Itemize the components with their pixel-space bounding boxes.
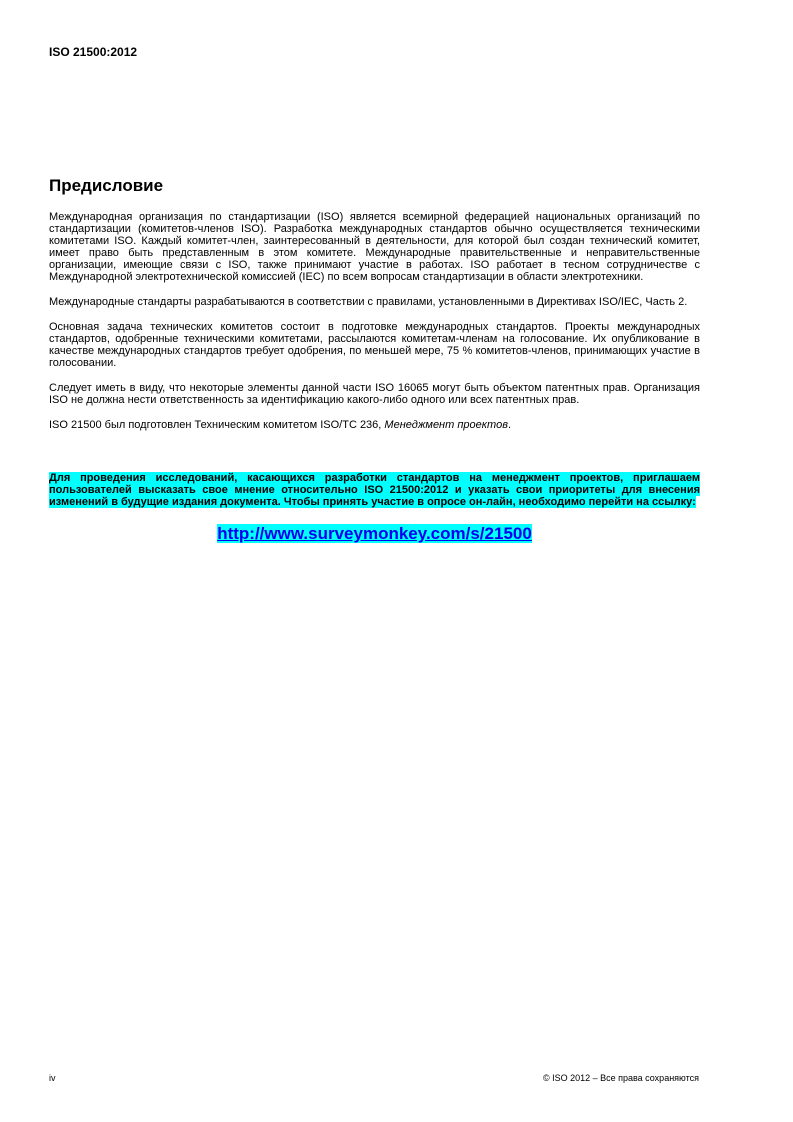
paragraph-patent-rights: Следует иметь в виду, что некоторые элементы данной части ISO 16065 могут быть объектом патентных прав. Организация ISO не должна нести ответственность за идентификацию какого-либо одного или всех патентных прав. (49, 382, 700, 406)
paragraph-prepared-by (49, 419, 700, 431)
paragraph-iso-intro: Международная организация по стандартизации (ISO) является всемирной федерацией национальных организаций по стандартизации (комитетов-членов ISO). Разработка международных стандартов обычно осуществляется техническими комитетами ISO. Каждый комитет-член, заинтересованный в деятельности, для которой был создан технический комитет, имеет право быть представленным в этом комитете. Международные правительственные и неправительственные организации, имеющие связи с ISO, также принимают участие в работах. ISO работает в тесном сотрудничестве с Международной электротехнической комиссией (IEC) по всем вопросам стандартизации в области электротехники. (49, 211, 700, 283)
survey-link[interactable]: http://www.surveymonkey.com/s/21500 (217, 524, 532, 543)
survey-invitation (49, 472, 700, 508)
document-id: ISO 21500:2012 (49, 45, 138, 59)
page-number: iv (49, 1073, 56, 1083)
page-title: Предисловие (49, 176, 164, 195)
prepared-by-prefix: ISO 21500 был подготовлен Техническим комитетом ISO/TC 236, (49, 419, 385, 431)
spacer (49, 444, 700, 472)
paragraph-directives: Международные стандарты разрабатываются в соответствии с правилами, установленными в Директивах ISO/IEC, Часть 2. (49, 296, 688, 308)
copyright-notice: © ISO 2012 – Все права сохраняются (542, 1073, 699, 1083)
main-content (49, 175, 700, 544)
prepared-by-suffix: . (507, 419, 512, 431)
survey-link-line (49, 523, 700, 544)
paragraph-committees-task: Основная задача технических комитетов состоит в подготовке международных стандартов. Проекты международных стандартов, одобренные техническими комитетами, рассылаются комитетам-членам на голосование. Их опубликование в качестве международных стандартов требует одобрения, по меньшей мере, 75 % комитетов-членов, принимающих участие в голосовании. (49, 321, 700, 369)
survey-invitation-text: Для проведения исследований, касающихся разработки стандартов на менеджмент проектов, приглашаем пользователей высказать свое мнение относительно ISO 21500:2012 и указать свои приоритеты для внесения изменений в будущие издания документа. Чтобы принять участие в опросе он-лайн, необходимо перейти на ссылку: (49, 472, 700, 508)
prepared-by-committee: Менеджмент проектов (384, 419, 508, 431)
